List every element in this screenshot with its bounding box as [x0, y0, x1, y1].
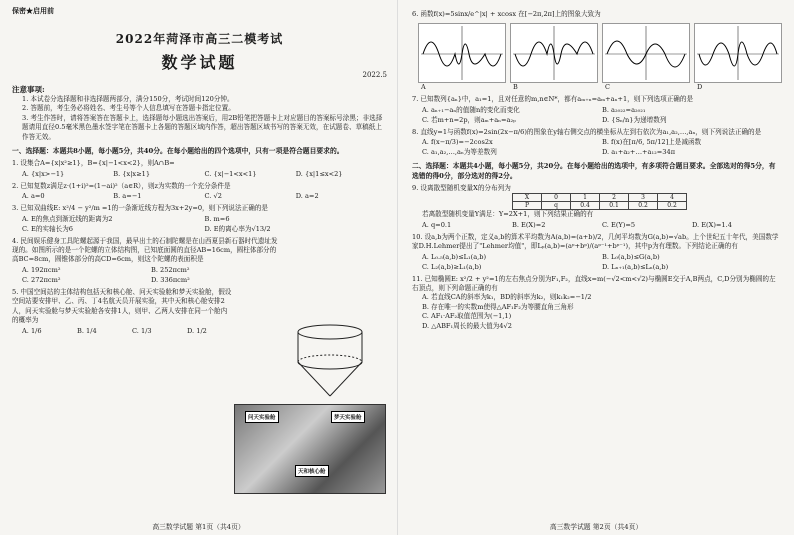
- option: B. 1/4: [77, 326, 97, 335]
- label-mengtian: 梦天实验舱: [331, 411, 365, 423]
- table-cell: 3: [629, 194, 658, 202]
- graph-label: B: [513, 83, 518, 92]
- option: C. AF₁·AF₂取值范围为(−1,1): [422, 312, 512, 321]
- option: D. E(X)=1.4: [692, 220, 732, 229]
- page-1-footer: 高三数学试题 第1页（共4页）: [152, 523, 245, 531]
- table-cell: q: [542, 202, 571, 210]
- option: C. √2: [204, 192, 222, 201]
- option: D. E的离心率为√13/2: [204, 224, 271, 233]
- option: A. a=0: [22, 192, 45, 201]
- option: A. 1/6: [22, 326, 42, 335]
- spinning-top-figure: [290, 322, 370, 402]
- option: C. E(Y)=5: [602, 220, 636, 229]
- table-cell: P: [513, 202, 542, 210]
- option: B. m=6: [204, 214, 230, 223]
- question-1: 1. 设集合A={x|x²≥1}，B={x|−1<x<2}，则A∩B=: [12, 159, 175, 168]
- option: C. 272πcm²: [22, 275, 61, 284]
- question-9: 9. 设离散型随机变量X的分布列为: [412, 184, 511, 193]
- graph-a-curve: [419, 24, 505, 82]
- note-item: 1. 本试卷分选择题和非选择题两部分，满分150分，考试时间120分钟。: [22, 95, 234, 103]
- question-5: 5. 中国空间站的主体结构包括天和核心舱、问天实验舱和梦天实验舱，假设空间站要安排甲、乙、丙、丁4名航天员开展实验，其中天和核心舱安排2人，问天实验舱与梦天实验舱各安排1人，则甲、乙两人安排在同一个舱内的概率为: [12, 287, 232, 325]
- note-item: 2. 答题前，考生务必将姓名、考生号等个人信息填写在答题卡指定位置。: [22, 104, 235, 113]
- page-2-footer: 高三数学试题 第2页（共4页）: [549, 523, 643, 531]
- label-tianhe: 天和核心舱: [295, 465, 329, 477]
- option: D. {Sₙ/n}为递增数列: [602, 115, 667, 124]
- option: D. 1/2: [187, 326, 207, 335]
- option: A. f(x−π/3)=−2cos2x: [422, 138, 493, 147]
- option: C. a₁,a₂,…,aₙ为等差数列: [422, 148, 497, 157]
- option: A. q=0.1: [422, 220, 452, 229]
- table-row: [513, 202, 687, 210]
- option: D. Lₙ₊₁(a,b)≤Lₙ(a,b): [602, 262, 669, 271]
- question-8-options: [412, 137, 782, 157]
- section-2-heading: 二、选择题：本题共4小题，每小题5分，共20分。在每小题给出的选项中，有多项符合题目要求。全部选对的得5分，有选错的得0分，部分选对的得2分。: [412, 162, 776, 180]
- option: B. 252πcm²: [151, 265, 190, 274]
- page-2: [397, 0, 794, 535]
- option: B. f(x)在[π/6, 5π/12]上是减函数: [602, 138, 702, 147]
- table-cell: 1: [571, 194, 600, 202]
- question-6-graphs: [412, 23, 782, 92]
- exam-date: 2022.5: [362, 71, 387, 79]
- table-cell: 0.4: [571, 202, 600, 210]
- question-5-options: [12, 326, 242, 336]
- option: C. E的实轴长为6: [22, 224, 73, 233]
- graph-label: C: [605, 83, 610, 92]
- question-1-options: [12, 169, 387, 179]
- table-cell: 2: [600, 194, 629, 202]
- option: C. L₂(a,b)≥L₁(a,b): [422, 262, 482, 271]
- question-6: 6. 函数f(x)=5sinx/e^|x| + xcosx 在[−2π,2π]上的图象大致为: [412, 10, 601, 18]
- question-4: 4. 民间娱乐健身工具陀螺起源于我国，最早出土的石制陀螺是在山西夏县新石器时代遗址发现的。如图所示的是一个陀螺的立体结构图，已知底面圆的直径AB=16cm，圆柱体部分的高BC=8cm，圆锥体部分的高CD=6cm，则这个陀螺的表面积是: [12, 236, 278, 264]
- confidential-mark: 保密★启用前: [12, 6, 54, 15]
- table-cell: 4: [658, 194, 687, 202]
- option: A. aₙ₊₁−aₙ的值随n的变化而变化: [422, 105, 520, 114]
- graph-b-curve: [511, 24, 597, 82]
- option: C. {x|−1<x<1}: [204, 169, 257, 178]
- graph-label: A: [421, 83, 426, 92]
- graph-option: [602, 23, 690, 92]
- question-7: 7. 已知数列{aₙ}中，a₁=1，且对任意的m,n∈N*，都有aₘ₊ₙ=aₘ+aₙ+1，则下列选项正确的是: [412, 95, 694, 104]
- option: B. a₂₀₂₂=a₂₀₂₁: [602, 105, 646, 114]
- option: B. E(X)=2: [512, 220, 546, 229]
- notes-heading: 注意事项:: [12, 85, 45, 94]
- graph-option: [510, 23, 598, 92]
- section-1-heading: 一、选择题：本题共8小题，每小题5分，共40分。在每小题给出的四个选项中，只有一项是符合题目要求的。: [12, 147, 344, 156]
- option: D. {x|1≤x<2}: [295, 169, 343, 178]
- note-item: 3. 考生作答时，请将答案答在答题卡上，选择题每小题选出答案后，用2B铅笔把答题卡上对应题目的答案标号涂黑；非选择题请用直径0.5毫米黑色墨水签字笔在答题卡上各题的答题区域内作答，超出答题区域书写的答案无效，在试题卷、草稿纸上作答无效。: [22, 113, 383, 141]
- graph-label: D: [697, 83, 703, 92]
- graph-option: [694, 23, 782, 92]
- question-8: 8. 直线y=1与函数f(x)=2sin(2x−π/6)的图象在y轴右侧交点的横坐标从左到右依次为a₁,a₂,…,aₙ，则下列说法正确的是: [412, 127, 762, 136]
- graph-option: [418, 23, 506, 92]
- question-4-options: [12, 265, 280, 285]
- option: C. 若m+n=2p，则aₘ+aₙ=a₂ₚ: [422, 115, 516, 124]
- option: A. 若直线CA的斜率为k₁，BD的斜率为k₂，则k₁k₂=−1/2: [422, 293, 592, 302]
- option: C. 1/3: [132, 326, 152, 335]
- option: B. a=−1: [113, 192, 142, 201]
- exam-title: 2022年菏泽市高三二模考试: [115, 32, 284, 46]
- question-10-options: [412, 252, 782, 272]
- option: D. 336πcm²: [151, 275, 190, 284]
- graph-c-curve: [603, 24, 689, 82]
- option: A. {x|x>−1}: [22, 169, 65, 178]
- option: A. E的焦点到渐近线的距离为2: [22, 214, 113, 223]
- question-3: 3. 已知双曲线E: x²/4 − y²/m =1的一条渐近线方程为3x+2y=0，则下列说法正确的是: [12, 204, 268, 213]
- option: A. L₀.₅(a,b)≤L₁(a,b): [422, 252, 487, 261]
- option: A. 192πcm²: [22, 265, 61, 274]
- table-cell: 0.1: [600, 202, 629, 210]
- question-9-options: [412, 220, 782, 230]
- table-cell: X: [513, 194, 542, 202]
- space-station-photo: [234, 404, 386, 494]
- option: B. 存在唯一的实数m使得△AF₁F₂为等腰直角三角形: [422, 302, 574, 311]
- question-9-condition: 若离散型随机变量Y满足：Y=2X+1，则下列结果正确的有: [422, 210, 594, 219]
- option: B. {x|x≥1}: [113, 169, 151, 178]
- graph-d-curve: [695, 24, 781, 82]
- table-cell: 0: [542, 194, 571, 202]
- question-11: 11. 已知椭圆E: x²/2 + y²=1的左右焦点分别为F₁,F₂，直线x=m(−√2<m<√2)与椭圆E交于A,B两点，C,D分别为椭圆的左右顶点，则下列命题正确的有: [412, 274, 776, 293]
- question-3-options: [12, 214, 387, 234]
- option: B. L₀(a,b)≤G(a,b): [602, 252, 660, 261]
- question-2: 2. 已知复数z满足z·(1+i)²=(1−ai)²（a∈R），则z为实数的一个充分条件是: [12, 181, 231, 190]
- distribution-table: [512, 193, 687, 210]
- question-2-options: [12, 191, 387, 201]
- table-cell: 0.2: [629, 202, 658, 210]
- table-row: [513, 194, 687, 202]
- option: D. a=2: [295, 192, 319, 201]
- option: D. △ABF₁周长的最大值为4√2: [422, 321, 512, 330]
- label-wentian: 问天实验舱: [245, 411, 279, 423]
- question-10: 10. 设a,b为两个正数，定义a,b的算术平均数为A(a,b)=(a+b)/2，几何平均数为G(a,b)=√ab。上个世纪五十年代，美国数学家D.H.Lehmer提出了"Lehmer均值"，即Lₚ(a,b)=(aᵖ+bᵖ)/(aᵖ⁻¹+bᵖ⁻¹)，其中p为有理数。下列结论正确的有: [412, 232, 779, 251]
- table-cell: 0.2: [658, 202, 687, 210]
- option: D. a₁+a₂+…+a₁₂=34π: [602, 148, 676, 157]
- subject-title: 数学试题: [161, 53, 238, 72]
- question-7-options: [412, 105, 782, 125]
